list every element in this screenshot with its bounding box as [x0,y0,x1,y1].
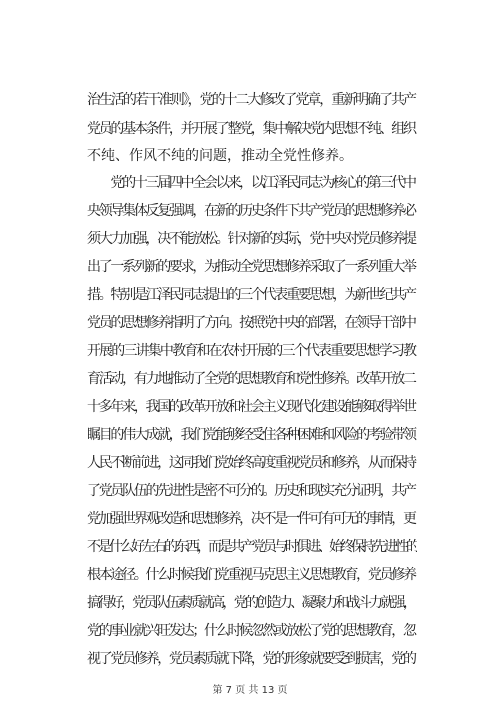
text-line: 党加强世界观改造和思想修养，决不是一件可有可无的事情，更 [87,511,415,527]
text-line: 须大力加强，决不能放松。针对新的实际，党中央对党员修养提 [87,231,415,247]
page-footer: 第 7 页 共 13 页 [212,685,288,696]
text-line: 人民不断前进，这同我们党始终高度重视党员和修养，从而保持 [87,455,415,471]
text-line: 党员的基本条件，并开展了整党，集中解决党内思想不纯、组织 [87,121,415,137]
text-line: 瞩目的伟大成就，我们党能够经受住各种困难和风险的考验带领 [87,427,415,443]
text-line: 不是什么好左右的东西，而是共产党员与时俱进、始终保持先进性的 [87,539,417,555]
text-line: 党的十三届四中全会以来，以江泽民同志为核心的第三代中 [87,175,415,191]
text-line: 十多年来，我国的改革开放和社会主义现代化建设能够取得举世 [87,399,415,415]
text-line: 党的事业就兴旺发达；什么时候忽然或放松了党的思想教育，忽 [87,623,415,639]
text-line: 搞得好，党员队伍素质就高，党的创造力、凝聚力和战斗力就强， [87,595,415,611]
text-line: 开展的三讲集中教育和在农村开展的三个代表重要思想学习教 [87,343,416,359]
text-line: 治生活的若干准则》，党的十二大修改了党章，重新明确了共产 [87,92,415,108]
text-line: 出了一系列新的要求，为推动全党思想修养采取了一系列重大举 [87,259,415,275]
text-line: 央领导集体反复强调，在新的历史条件下共产党员的思想修养必 [87,203,415,219]
text-line: 不纯、作风不纯的问题，推动全党性修养。 [87,148,353,164]
text-line: 了党员队伍的先进性是密不可分的。历史和现实充分证明，共产 [87,483,415,499]
text-line: 根本途径。什么时候我们党重视马克思主义思想教育，党员修养 [87,567,415,583]
text-line: 党员的思想修养指明了方向。按照党中央的部署，在领导干部中 [87,315,415,331]
text-line: 措。特别是江泽民同志提出的三个代表重要思想，为新世纪共产 [87,287,415,303]
text-line: 育活动，有力地推动了全党的思想教育和党性修养。改革开放二 [87,371,415,387]
text-line: 视了党员修养，党员素质就下降，党的形象就要受到损害，党的 [87,651,415,667]
